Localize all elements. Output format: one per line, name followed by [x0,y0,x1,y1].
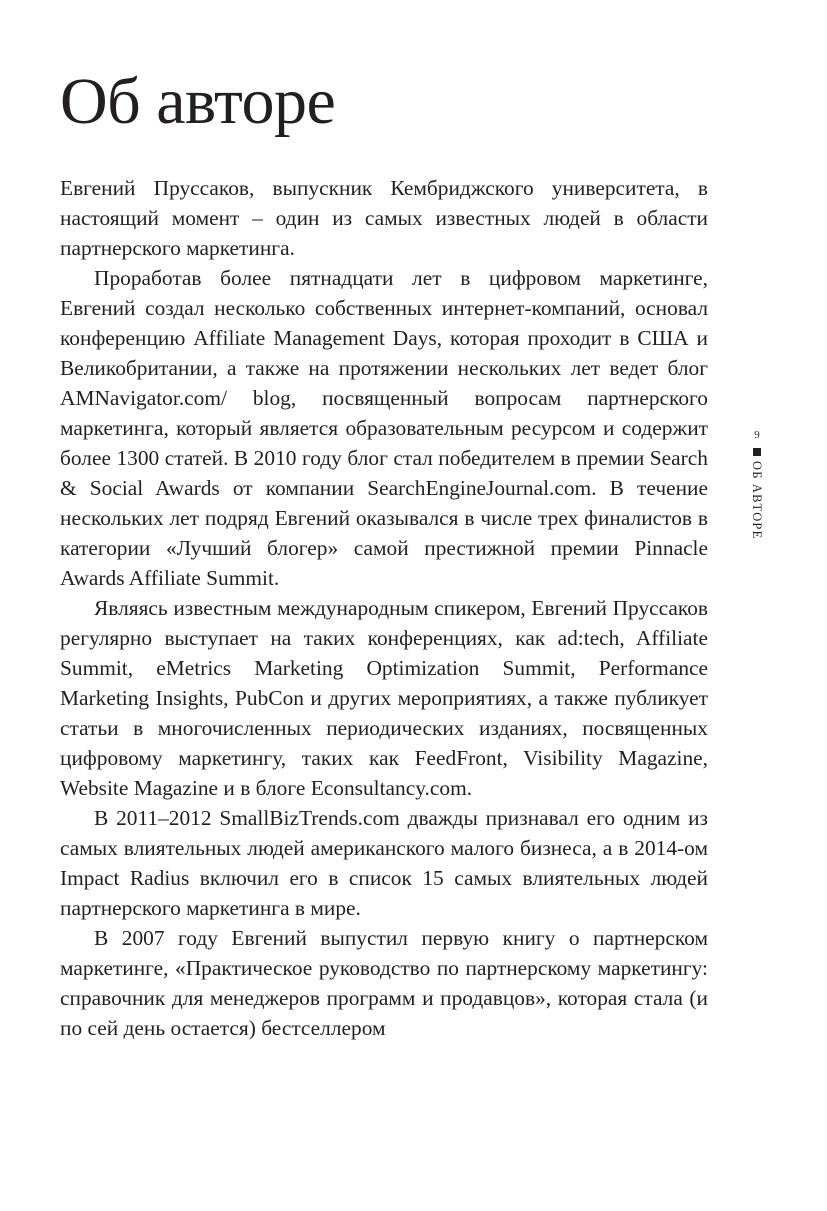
page-number: 9 [754,429,760,441]
side-running-head [749,428,765,539]
paragraph-career: Проработав более пятнадцати лет в цифровом маркетинге, Евгений создал несколько собственных интернет-компаний, основал конференцию Affiliate Management Days, которая проходит в США и Великобритании, а также на протяжении нескольких лет ведет блог AMNavigator.com/ blog, посвященный вопросам партнерского маркетинга, который является образовательным ресурсом и содержит более 1300 статей. В 2010 году блог стал победителем в премии Search & Social Awards от компании SearchEngineJournal.com. В течение нескольких лет подряд Евгений оказывался в числе трех финалистов в категории «Лучший блогер» самой престижной премии Pinnacle Awards Affiliate Summit. [60,266,708,590]
paragraph-book: В 2007 году Евгений выпустил первую книгу о партнерском маркетинге, «Практическое руководство по партнерскому маркетингу: справочник для менеджеров программ и продавцов», которая стала (и по сей день остается) бестселлером [60,926,708,1040]
article-body [60,173,708,1043]
section-marker-square [753,448,761,456]
page-title: Об авторе [60,65,336,138]
paragraph-recognition: В 2011–2012 SmallBizTrends.com дважды признавал его одним из самых влиятельных людей американского малого бизнеса, а в 2014-ом Impact Radius включил его в список 15 самых влиятельных людей партнерского маркетинга в мире. [60,806,708,920]
paragraph-intro: Евгений Пруссаков, выпускник Кембриджского университета, в настоящий момент – один из самых известных людей в области партнерского маркетинга. [60,176,708,260]
paragraph-speaker: Являясь известным международным спикером, Евгений Пруссаков регулярно выступает на таких конференциях, как ad:tech, Affiliate Summit, eMetrics Marketing Optimization Summit, Performance Marketing Insights, PubCon и других мероприятиях, а также публикует статьи в многочисленных периодических изданиях, посвященных цифровому маркетингу, таких как FeedFront, Visibility Magazine, Website Magazine и в блоге Econsultancy.com. [60,596,708,800]
running-head-label: ОБ АВТОРЕ [750,461,764,540]
